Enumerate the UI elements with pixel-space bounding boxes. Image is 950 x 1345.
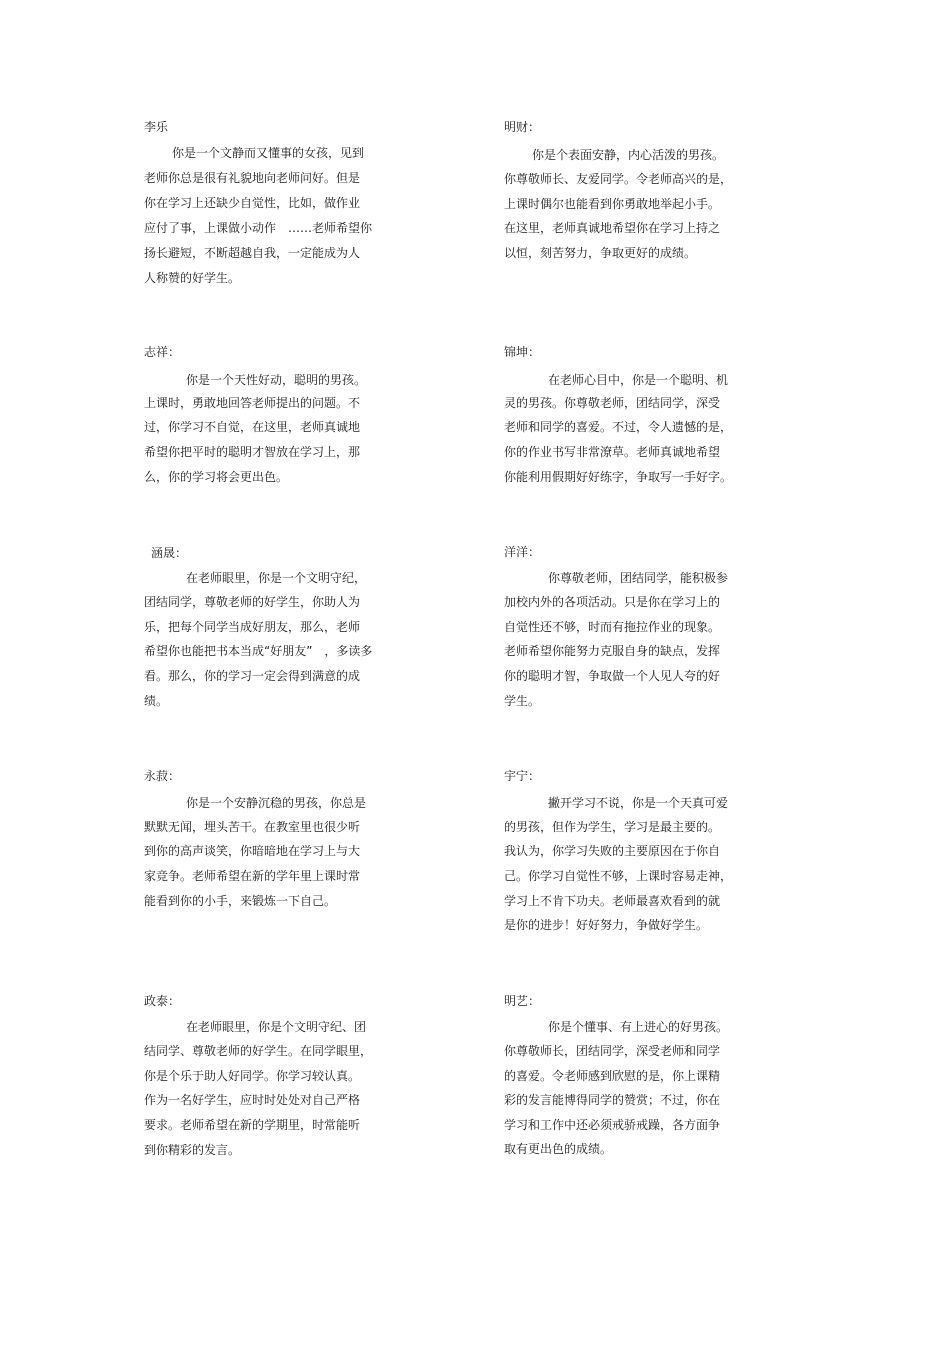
student-name: 明艺： xyxy=(504,994,541,1008)
comment-line: 你是一个文静而又懂事的女孩，见到 xyxy=(172,146,365,160)
comment-line: 默默无闻，埋头苦干。在教室里也很少听 xyxy=(144,820,361,834)
comment-line: 上课时偶尔也能看到你勇敢地举起小手。 xyxy=(504,197,721,211)
comment-line: 到你的高声谈笑，你暗暗地在学习上与大 xyxy=(144,844,361,858)
comment-line: 扬长避短，不断超越自我，一定能成为人 xyxy=(144,246,361,260)
student-name: 洋洋： xyxy=(504,545,541,559)
comment-line: 是你的进步！好好努力，争做好学生。 xyxy=(504,918,709,932)
comment-line: 你尊敬师长，团结同学，深受老师和同学 xyxy=(504,1044,721,1058)
comment-line: 学习上不肯下功夫。老师最喜欢看到的就 xyxy=(504,894,721,908)
comment-line: 老师和同学的喜爱。不过，令人遗憾的是， xyxy=(504,420,733,434)
comment-line: 家竞争。老师希望在新的学年里上课时常 xyxy=(144,869,361,883)
comment-line: 的男孩，但作为学生，学习是最主要的。 xyxy=(504,820,721,834)
comment-line: 绩。 xyxy=(144,694,169,708)
comment-line: 你是一个安静沉稳的男孩，你总是 xyxy=(186,796,367,810)
comment-line: 你的聪明才智，争取做一个人见人夸的好 xyxy=(504,669,721,683)
comment-line: 你是个乐于助人好同学。你学习较认真。 xyxy=(144,1069,361,1083)
comment-line: 取有更出色的成绩。 xyxy=(504,1142,613,1156)
comment-line: 在老师心目中，你是一个聪明、机 xyxy=(548,373,729,387)
comment-line: 彩的发言能博得同学的赞赏；不过，你在 xyxy=(504,1093,721,1107)
comment-line: 你是个懂事、有上进心的好男孩。 xyxy=(548,1020,729,1034)
comment-line: 你在学习上还缺少自觉性，比如，做作业 xyxy=(144,196,361,210)
comment-line: 要求。老师希望在新的学期里，时常能听 xyxy=(144,1118,361,1132)
comment-line: 你能利用假期好好练字，争取写一手好字。 xyxy=(504,470,733,484)
comment-line: 我认为，你学习失败的主要原因在于你自 xyxy=(504,844,721,858)
student-name: 志祥： xyxy=(144,345,181,359)
comment-line: 老师希望你能努力克服自身的缺点，发挥 xyxy=(504,644,721,658)
comment-line: 加校内外的各项活动。只是你在学习上的 xyxy=(504,595,721,609)
comment-line: 上课时，勇敢地回答老师提出的问题。不 xyxy=(144,396,361,410)
comment-line: 你尊敬师长、友爱同学。令老师高兴的是， xyxy=(504,172,733,186)
comment-line: 你是一个天性好动，聪明的男孩。 xyxy=(186,373,367,387)
student-name: 涵晟： xyxy=(151,546,188,560)
comment-line: 灵的男孩。你尊敬老师，团结同学，深受 xyxy=(504,396,721,410)
comment-line: 在这里，老师真诚地希望你在学习上持之 xyxy=(504,221,721,235)
student-name: 宇宁： xyxy=(504,769,541,783)
student-name: 李乐 xyxy=(144,120,169,134)
comment-line: 应付了事，上课做小动作 ……老师希望你 xyxy=(144,221,373,235)
comment-line: 到你精彩的发言。 xyxy=(144,1143,241,1157)
comment-line: 老师你总是很有礼貌地向老师问好。但是 xyxy=(144,171,361,185)
comment-line: 学习和工作中还必须戒骄戒躁，各方面争 xyxy=(504,1118,721,1132)
comment-line: 么，你的学习将会更出色。 xyxy=(144,470,289,484)
comment-line: 人称赞的好学生。 xyxy=(144,271,241,285)
comment-line: 乐，把每个同学当成好朋友，那么，老师 xyxy=(144,620,361,634)
comment-line: 的喜爱。令老师感到欣慰的是，你上课精 xyxy=(504,1069,721,1083)
comment-line: 能看到你的小手，来锻炼一下自己。 xyxy=(144,894,337,908)
comment-line: 希望你也能把书本当成“好朋友” ，多读多 xyxy=(144,644,373,658)
comment-line: 结同学、尊敬老师的好学生。在同学眼里， xyxy=(144,1044,373,1058)
comment-line: 看。那么，你的学习一定会得到满意的成 xyxy=(144,669,361,683)
comment-line: 自觉性还不够，时而有拖拉作业的现象。 xyxy=(504,620,721,634)
comment-line: 在老师眼里，你是个文明守纪、团 xyxy=(186,1020,367,1034)
student-name: 政泰： xyxy=(144,994,181,1008)
comment-line: 你是个表面安静，内心活泼的男孩。 xyxy=(532,148,725,162)
comment-line: 团结同学，尊敬老师的好学生，你助人为 xyxy=(144,595,361,609)
comment-line: 希望你把平时的聪明才智放在学习上，那 xyxy=(144,445,361,459)
student-name: 永菽： xyxy=(144,769,181,783)
comment-line: 过，你学习不自觉，在这里，老师真诚地 xyxy=(144,420,361,434)
comment-line: 作为一名好学生，应时时处处对自己严格 xyxy=(144,1093,361,1107)
comment-line: 撇开学习不说，你是一个天真可爱 xyxy=(548,796,729,810)
student-name: 锦坤： xyxy=(504,345,541,359)
comment-line: 学生。 xyxy=(504,694,541,708)
comment-line: 以恒，刻苦努力，争取更好的成绩。 xyxy=(504,246,697,260)
comment-line: 你的作业书写非常潦草。老师真诚地希望 xyxy=(504,445,721,459)
comment-line: 己。你学习自觉性不够，上课时容易走神， xyxy=(504,869,733,883)
comment-line: 你尊敬老师，团结同学，能积极参 xyxy=(548,571,729,585)
comment-line: 在老师眼里，你是一个文明守纪， xyxy=(186,571,367,585)
student-name: 明财： xyxy=(504,120,541,134)
